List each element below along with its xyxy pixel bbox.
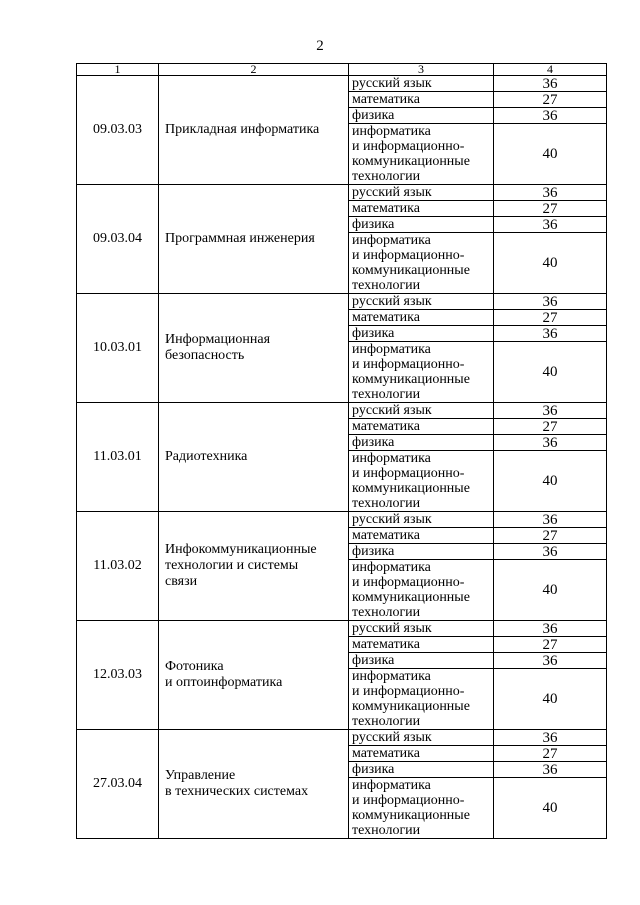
score-physics: 36	[494, 653, 607, 669]
subject-informatics-line: технологии	[352, 605, 421, 620]
score-physics: 36	[494, 762, 607, 778]
subject-informatics-line: коммуникационные	[352, 263, 470, 278]
subject-informatics-line: технологии	[352, 714, 421, 729]
program-name-line: Информационная	[165, 332, 271, 347]
program-code: 09.03.04	[77, 185, 159, 294]
program-name	[159, 730, 349, 839]
score-informatics: 40	[494, 233, 607, 294]
header-cell: 1	[77, 64, 159, 76]
score-physics: 36	[494, 217, 607, 233]
subject-russian: русский язык	[349, 294, 494, 310]
subject-math: математика	[349, 746, 494, 762]
subject-russian: русский язык	[349, 185, 494, 201]
subject-informatics	[349, 778, 494, 839]
subject-physics: физика	[349, 217, 494, 233]
subject-informatics-line: и информационно-	[352, 248, 465, 263]
program-name-line: в технических системах	[165, 784, 309, 799]
subject-russian: русский язык	[349, 730, 494, 746]
score-math: 27	[494, 92, 607, 108]
table-row	[77, 730, 607, 746]
subject-math: математика	[349, 528, 494, 544]
subject-informatics-line: информатика	[352, 233, 431, 248]
score-math: 27	[494, 201, 607, 217]
subject-math: математика	[349, 92, 494, 108]
subject-physics: физика	[349, 544, 494, 560]
score-informatics: 40	[494, 560, 607, 621]
program-code: 11.03.01	[77, 403, 159, 512]
subject-informatics-line: информатика	[352, 669, 431, 684]
subject-informatics-line: и информационно-	[352, 684, 465, 699]
program-name	[159, 403, 349, 512]
score-informatics: 40	[494, 778, 607, 839]
subject-physics: физика	[349, 653, 494, 669]
program-name-line: Управление	[165, 768, 236, 783]
program-name-line: и оптоинформатика	[165, 675, 283, 690]
subject-math: математика	[349, 637, 494, 653]
subject-informatics	[349, 451, 494, 512]
score-russian: 36	[494, 621, 607, 637]
subject-physics: физика	[349, 435, 494, 451]
program-name-line: Фотоника	[165, 659, 224, 674]
score-informatics: 40	[494, 669, 607, 730]
program-name	[159, 76, 349, 185]
program-name	[159, 621, 349, 730]
program-name	[159, 512, 349, 621]
subject-informatics-line: технологии	[352, 496, 421, 511]
header-row	[77, 64, 607, 76]
score-russian: 36	[494, 730, 607, 746]
table-row	[77, 403, 607, 419]
subject-informatics-line: информатика	[352, 451, 431, 466]
table-row	[77, 76, 607, 92]
score-physics: 36	[494, 326, 607, 342]
score-math: 27	[494, 528, 607, 544]
subject-math: математика	[349, 419, 494, 435]
subject-informatics-line: и информационно-	[352, 357, 465, 372]
program-name-line: Радиотехника	[165, 449, 248, 464]
subject-math: математика	[349, 201, 494, 217]
admission-scores-table	[76, 63, 607, 839]
subject-russian: русский язык	[349, 76, 494, 92]
program-code: 11.03.02	[77, 512, 159, 621]
program-name-line: Программная инженерия	[165, 231, 315, 246]
program-code: 27.03.04	[77, 730, 159, 839]
header-cell: 3	[349, 64, 494, 76]
subject-informatics-line: коммуникационные	[352, 808, 470, 823]
table-row	[77, 512, 607, 528]
subject-informatics	[349, 342, 494, 403]
subject-informatics-line: информатика	[352, 342, 431, 357]
program-code: 10.03.01	[77, 294, 159, 403]
subject-informatics	[349, 124, 494, 185]
subject-informatics	[349, 560, 494, 621]
page-number: 2	[316, 38, 324, 54]
score-physics: 36	[494, 108, 607, 124]
program-name-line: Прикладная информатика	[165, 122, 320, 137]
program-name	[159, 294, 349, 403]
program-code: 09.03.03	[77, 76, 159, 185]
score-math: 27	[494, 637, 607, 653]
subject-informatics-line: коммуникационные	[352, 372, 470, 387]
score-russian: 36	[494, 512, 607, 528]
table-row	[77, 294, 607, 310]
subject-informatics	[349, 669, 494, 730]
subject-informatics-line: и информационно-	[352, 575, 465, 590]
program-name-line: технологии и системы	[165, 558, 299, 573]
program-name-line: безопасность	[165, 348, 245, 363]
score-russian: 36	[494, 403, 607, 419]
header-cell: 2	[159, 64, 349, 76]
subject-informatics-line: технологии	[352, 387, 421, 402]
program-name	[159, 185, 349, 294]
subject-russian: русский язык	[349, 512, 494, 528]
subject-informatics-line: и информационно-	[352, 466, 465, 481]
subject-informatics-line: технологии	[352, 278, 421, 293]
subject-russian: русский язык	[349, 403, 494, 419]
subject-informatics-line: информатика	[352, 560, 431, 575]
subject-informatics-line: технологии	[352, 169, 421, 184]
program-name-line: связи	[165, 574, 198, 589]
table-row	[77, 621, 607, 637]
score-math: 27	[494, 419, 607, 435]
score-informatics: 40	[494, 451, 607, 512]
subject-informatics-line: информатика	[352, 124, 431, 139]
subject-informatics-line: коммуникационные	[352, 154, 470, 169]
score-math: 27	[494, 310, 607, 326]
program-name-line: Инфокоммуникационные	[165, 542, 317, 557]
subject-informatics-line: и информационно-	[352, 793, 465, 808]
subject-informatics	[349, 233, 494, 294]
subject-informatics-line: коммуникационные	[352, 481, 470, 496]
score-russian: 36	[494, 76, 607, 92]
score-physics: 36	[494, 435, 607, 451]
subject-physics: физика	[349, 108, 494, 124]
score-math: 27	[494, 746, 607, 762]
subject-informatics-line: технологии	[352, 823, 421, 838]
program-code: 12.03.03	[77, 621, 159, 730]
score-russian: 36	[494, 294, 607, 310]
subject-informatics-line: коммуникационные	[352, 699, 470, 714]
subject-informatics-line: и информационно-	[352, 139, 465, 154]
score-informatics: 40	[494, 124, 607, 185]
subject-math: математика	[349, 310, 494, 326]
score-informatics: 40	[494, 342, 607, 403]
score-russian: 36	[494, 185, 607, 201]
subject-informatics-line: коммуникационные	[352, 590, 470, 605]
subject-russian: русский язык	[349, 621, 494, 637]
subject-physics: физика	[349, 762, 494, 778]
subject-informatics-line: информатика	[352, 778, 431, 793]
header-cell: 4	[494, 64, 607, 76]
table-row	[77, 185, 607, 201]
score-physics: 36	[494, 544, 607, 560]
subject-physics: физика	[349, 326, 494, 342]
